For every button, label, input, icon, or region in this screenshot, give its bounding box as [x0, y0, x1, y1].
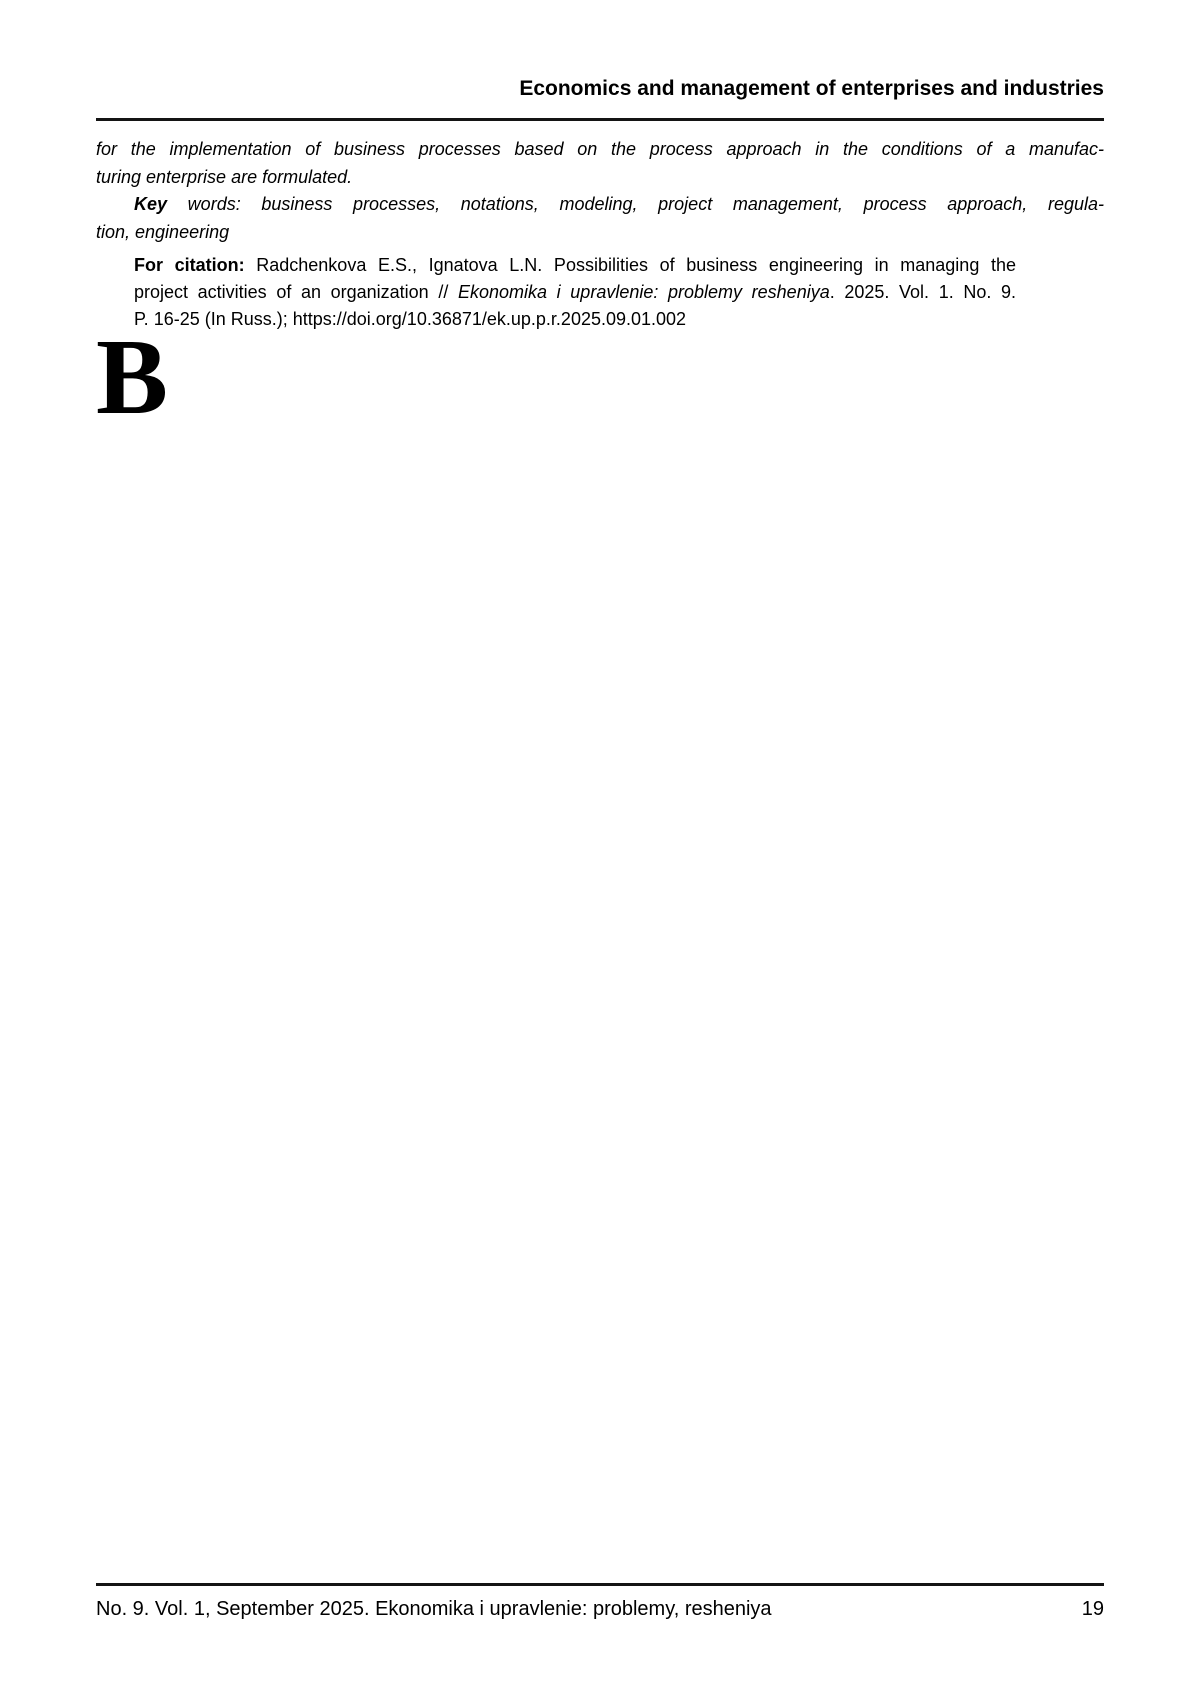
text-line: P. 16-25 (In Russ.); https://doi.org/10.36871/ek.up.p.r.2025.09.01.002: [134, 309, 687, 329]
page-number: 19: [1081, 1598, 1104, 1620]
text-line: project activities of an organization // Ekonomika i upravlenie: problemy resheniya. 2025. Vol. 1. No. 9.: [134, 282, 1017, 302]
text-line: For citation: Radchenkova E.S., Ignatova L.N. Possibilities of business engineering in managing the: [134, 255, 1016, 275]
drop-cap: В: [96, 318, 169, 437]
header-rule: [96, 118, 1104, 121]
text-line: Key words: business processes, notations, modeling, project management, process approach, regula-: [134, 194, 1104, 214]
citation-block: [134, 252, 1016, 333]
text-line: turing enterprise are formulated.: [96, 166, 353, 187]
text-line: tion, engineering: [96, 221, 230, 242]
left-column: [96, 318, 588, 437]
text-line: for the implementation of business processes based on the process approach in the conditions of a manufac-: [96, 139, 1104, 159]
footer: [96, 1596, 1104, 1622]
abstract-text: [96, 136, 1104, 246]
footer-journal-info: No. 9. Vol. 1, September 2025. Ekonomika i upravlenie: problemy, resheniya: [96, 1598, 772, 1620]
footer-rule: [96, 1583, 1104, 1586]
running-head: Economics and management of enterprises and industries: [519, 77, 1104, 100]
